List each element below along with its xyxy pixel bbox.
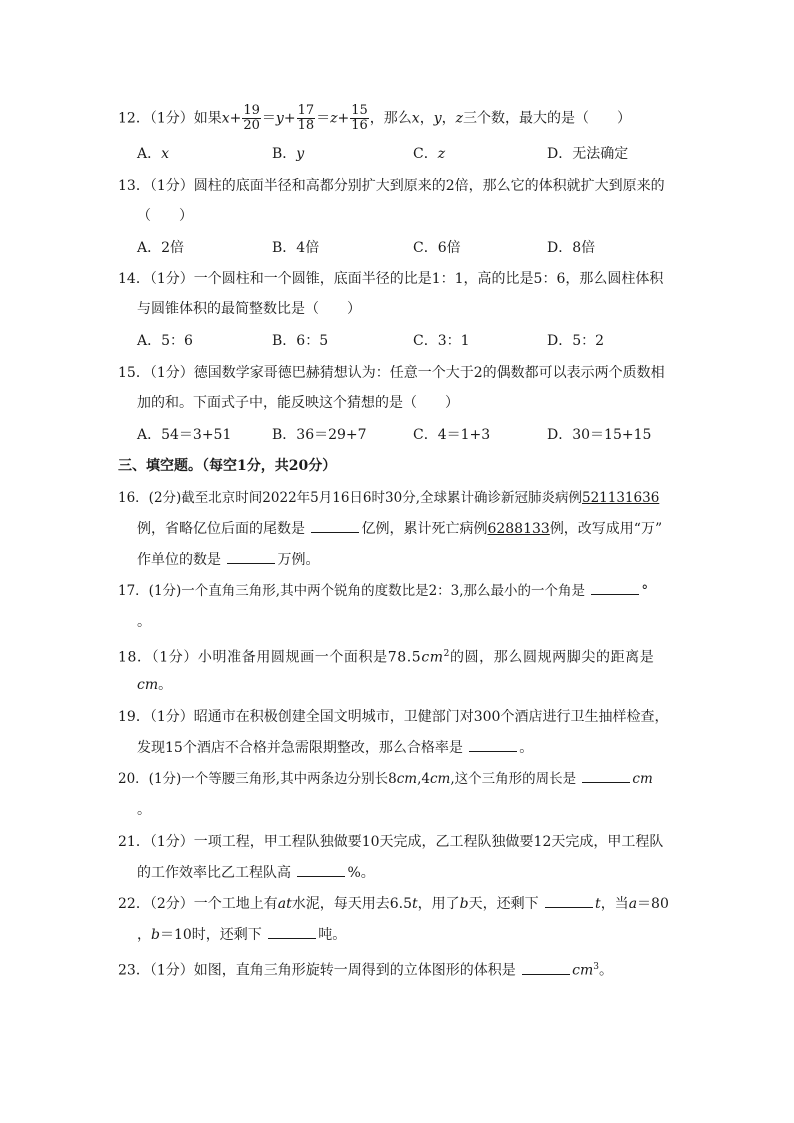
q14-option-d: D．5：2 <box>547 333 605 349</box>
fraction-17-18: $\frac{17}{18}$ <box>297 103 315 133</box>
question-18-line-1: 18．（1分）小明准备用圆规画一个面积是$78.5cm^2$的圆，那么圆规两脚尖的距离是 <box>118 649 655 666</box>
question-15-line-2: 加的和。下面式子中，能反映这个猜想的是（ ） <box>137 395 459 411</box>
q15-option-c: C．4＝1+3 <box>413 427 491 443</box>
q13-option-d: D．8倍 <box>547 240 596 256</box>
q12-option-a: A．x <box>137 146 170 162</box>
q15-option-b: B．36＝29+7 <box>272 427 367 443</box>
q14-option-c: C．3：1 <box>413 333 470 349</box>
question-23-line-1: 23．（1分）如图，直角三角形旋转一周得到的立体图形的体积是 $cm^3$。 <box>118 962 614 979</box>
q15-option-a: A．54＝3+51 <box>137 427 232 443</box>
answer-blank[interactable] <box>311 520 359 533</box>
answer-blank[interactable] <box>522 962 570 975</box>
answer-blank[interactable] <box>268 926 316 939</box>
question-16-line-2: 例，省略亿位后面的尾数是 亿例，累计死亡病例6288133例，改写成用“万” <box>137 521 663 537</box>
answer-blank[interactable] <box>591 582 639 595</box>
question-17-line-2: 。 <box>137 614 151 630</box>
question-13-line-1: 13．（1分）圆柱的底面半径和高都分别扩大到原来的2倍，那么它的体积就扩大到原来的 <box>118 178 665 194</box>
answer-blank[interactable] <box>227 551 275 564</box>
question-14-line-1: 14．（1分）一个圆柱和一个圆锥，底面半径的比是1：1，高的比是5：6，那么圆柱体积 <box>118 271 664 287</box>
question-21-line-2: 的工作效率比乙工程队高 %。 <box>137 865 375 881</box>
question-22-line-1: 22．（2分）一个工地上有at水泥，每天用去6.5t，用了b天，还剩下 t，当a＝80 <box>118 896 669 912</box>
question-19-line-2: 发现15个酒店不合格并急需限期整改，那么合格率是 。 <box>137 740 534 756</box>
q12-option-d: D．无法确定 <box>547 146 629 162</box>
question-16-line-1: 16．(2分)截至北京时间2022年5月16日6时30分,全球累计确诊新冠肺炎病例521131636 <box>118 490 660 506</box>
question-17-line-1: 17．(1分)一个直角三角形,其中两个锐角的度数比是2：3,那么最小的一个角是 ° <box>118 583 649 599</box>
fraction-19-20: $\frac{19}{20}$ <box>243 103 260 133</box>
answer-blank[interactable] <box>582 770 630 783</box>
answer-blank[interactable] <box>469 739 517 752</box>
question-20-line-2: 。 <box>137 802 151 818</box>
section-heading-fill-in: 三、填空题。（每空1分，共20分） <box>118 458 337 474</box>
q15-option-d: D．30＝15+15 <box>547 427 652 443</box>
answer-blank[interactable] <box>297 864 345 877</box>
q12-option-b: B．y <box>272 146 305 162</box>
question-20-line-1: 20．(1分)一个等腰三角形,其中两条边分别长8cm,4cm,这个三角形的周长是 cm <box>118 771 653 787</box>
question-16-line-3: 作单位的数是 万例。 <box>137 552 320 568</box>
question-14-line-2: 与圆锥体积的最简整数比是（ ） <box>137 301 361 317</box>
question-22-line-2: ，b＝10时，还剩下 吨。 <box>137 927 347 943</box>
question-15-line-1: 15．（1分）德国数学家哥德巴赫猜想认为：任意一个大于2的偶数都可以表示两个质数相 <box>118 365 665 381</box>
q14-option-a: A．5：6 <box>137 333 193 349</box>
question-18-line-2: cm。 <box>137 677 173 693</box>
q13-option-a: A．2倍 <box>137 240 185 256</box>
q12-option-c: C．z <box>413 146 446 162</box>
question-13-line-2: （ ） <box>137 208 193 224</box>
answer-blank[interactable] <box>545 895 593 908</box>
fraction-15-16: $\frac{15}{16}$ <box>351 103 368 133</box>
q13-option-b: B．4倍 <box>272 240 320 256</box>
q14-option-b: B．6：5 <box>272 333 329 349</box>
question-21-line-1: 21．（1分）一项工程，甲工程队独做要10天完成，乙工程队独做要12天完成，甲工程队 <box>118 834 664 850</box>
q13-option-c: C．6倍 <box>413 240 461 256</box>
question-19-line-1: 19．（1分）昭通市在积极创建全国文明城市，卫健部门对300个酒店进行卫生抽样检查， <box>118 709 669 725</box>
question-12: 12．（1分）如果x+ $\frac{19}{20}$ ＝y+ $\frac{17}{18}$ ＝z+ $\frac{15}{16}$ ，那么x，y，z三个数，最大的是（ ） <box>118 103 632 133</box>
